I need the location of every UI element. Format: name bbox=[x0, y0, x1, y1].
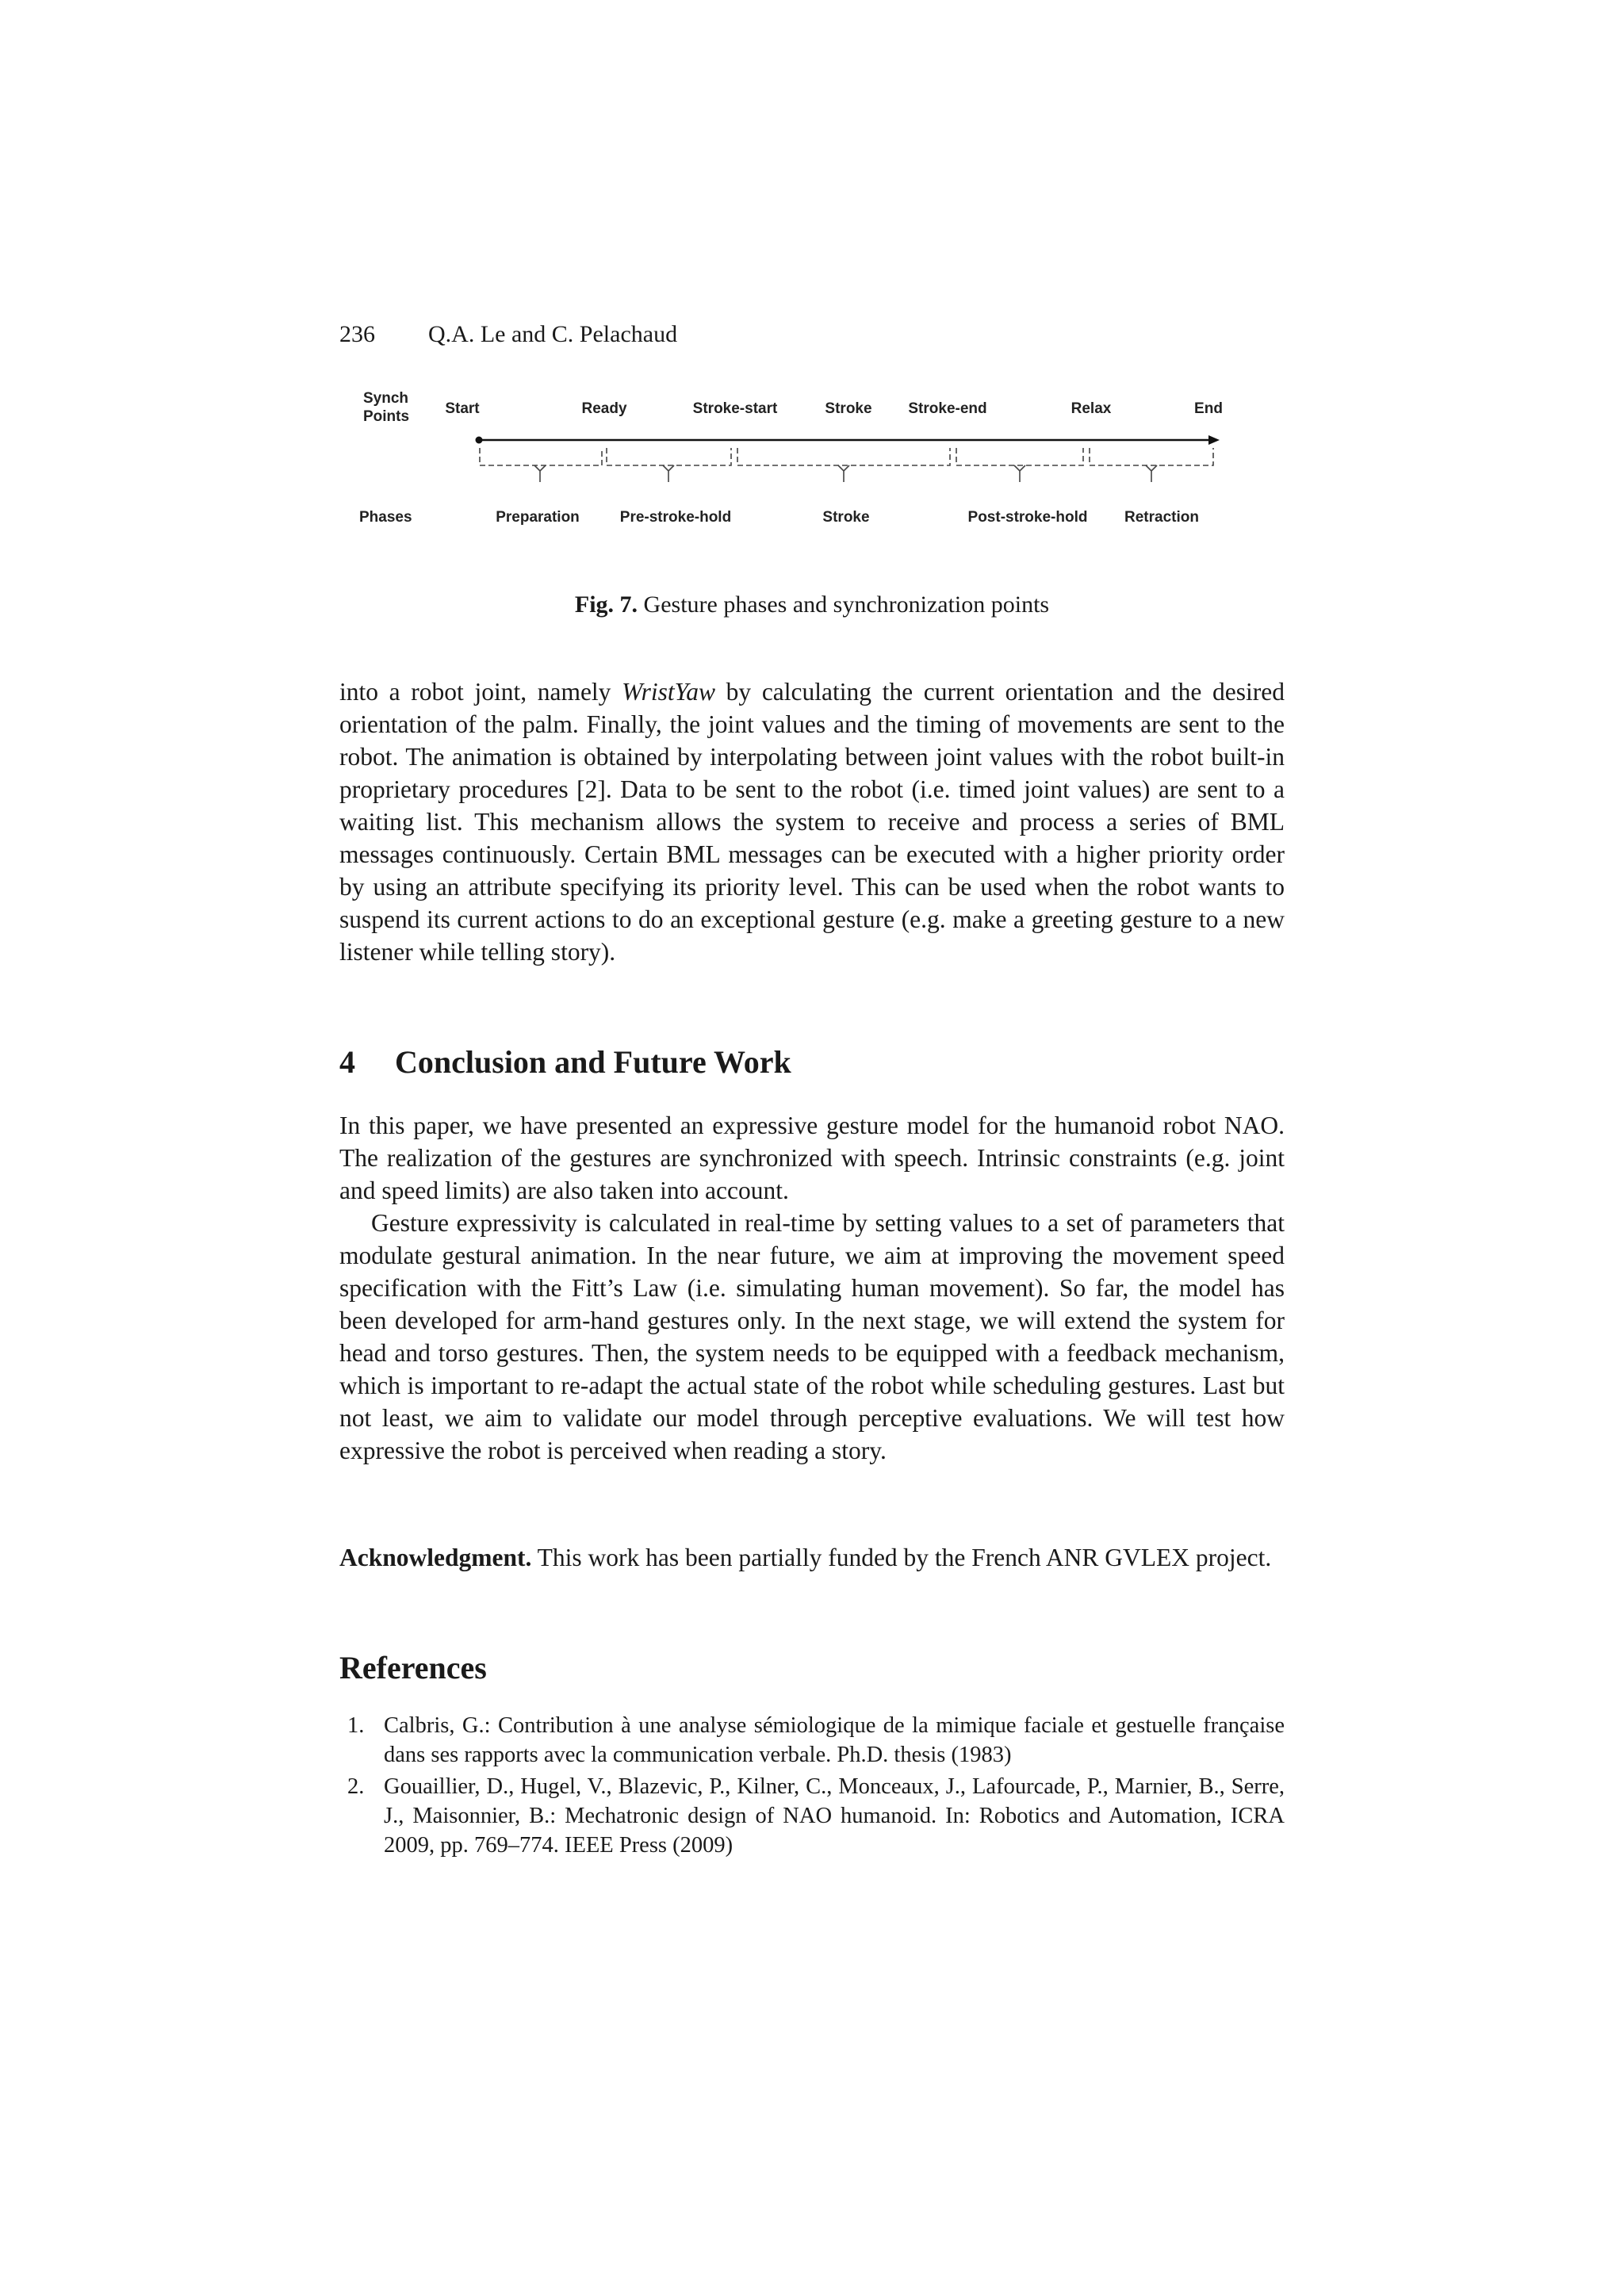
references-heading: References bbox=[339, 1650, 487, 1686]
phase-label: Preparation bbox=[496, 509, 580, 526]
brace-pre-stroke-hold bbox=[607, 448, 731, 465]
acknowledgment bbox=[339, 1541, 1285, 1574]
paragraph bbox=[339, 675, 1285, 968]
reference-item bbox=[339, 1772, 1285, 1860]
synch-point-label: Relax bbox=[1071, 400, 1112, 417]
reference-list bbox=[339, 1711, 1285, 1860]
figure-caption bbox=[339, 591, 1285, 618]
phase-label: Stroke bbox=[822, 509, 870, 526]
paragraph-text: by calculating the current orientation and the desired orientation of the palm. Finally, the joint values and the timing of movements are sent to the robot. The animation is obtained by interpolating between joint values with the robot built-in proprietary procedures [2]. Data to be sent to the robot (i.e. timed joint values) are sent to a waiting list. This mechanism allows the system to receive and process a series of BML messages continuously. Certain BML messages can be executed with a higher priority order by using an attribute specifying its priority level. This can be used when the robot wants to suspend its current actions to do an exceptional gesture (e.g. make a greeting gesture to a new listener while telling story). bbox=[339, 678, 1285, 966]
continued-paragraph bbox=[339, 675, 1285, 968]
brace-retraction bbox=[1090, 448, 1213, 465]
gesture-phases-figure bbox=[349, 388, 1285, 539]
phase-braces bbox=[480, 448, 1213, 465]
synch-label-line1: Synch bbox=[363, 390, 409, 407]
synch-point-label: Stroke bbox=[825, 400, 872, 417]
brace-post-stroke-hold bbox=[956, 448, 1083, 465]
running-header bbox=[339, 321, 677, 348]
section-heading bbox=[339, 1043, 791, 1081]
timeline-arrowhead bbox=[1208, 435, 1220, 445]
reference-text: Calbris, G.: Contribution à une analyse sémiologique de la mimique faciale et gestuelle française dans ses rapports avec la communication verbale. Ph.D. thesis (1983) bbox=[384, 1713, 1285, 1767]
synch-point-label: Start bbox=[445, 400, 480, 417]
acknowledgment-text: This work has been partially funded by the French ANR GVLEX project. bbox=[531, 1544, 1272, 1571]
phases-label: Phases bbox=[359, 509, 412, 526]
paragraph-text: into a robot joint, namely bbox=[339, 678, 622, 706]
synch-point-label: Stroke-end bbox=[908, 400, 987, 417]
section-title: Conclusion and Future Work bbox=[395, 1044, 791, 1080]
conclusion-body bbox=[339, 1109, 1285, 1467]
reference-number: 1. bbox=[347, 1713, 365, 1738]
brace-stroke bbox=[737, 448, 950, 465]
joint-name-emphasis: WristYaw bbox=[622, 678, 716, 706]
paragraph: Gesture expressivity is calculated in real-time by setting values to a set of parameters that modulate gestural animation. In the near future, we aim at improving the movement speed specification with the Fitt’s Law (i.e. simulating human movement). So far, the model has been developed for arm-hand gestures only. In the next stage, we will extend the system for head and torso gestures. Then, the system needs to be equipped with a feedback mechanism, which is important to re-adapt the actual state of the robot while scheduling gestures. Last but not least, we aim to validate our model through perceptive evaluations. We will test how expressive the robot is perceived when reading a story. bbox=[339, 1209, 1285, 1464]
running-authors: Q.A. Le and C. Pelachaud bbox=[428, 321, 678, 347]
brace-preparation bbox=[480, 448, 602, 465]
phase-label: Retraction bbox=[1124, 509, 1199, 526]
reference-text: Gouaillier, D., Hugel, V., Blazevic, P., Kilner, C., Monceaux, J., Lafourcade, P., Marnier, B., Serre, J., Maisonnier, B.: Mechatronic design of NAO humanoid. In: Robotics and Automation, ICRA 2009, pp. 769–774. IEEE Press (2009) bbox=[384, 1774, 1285, 1858]
phase-brace-ticks bbox=[534, 465, 1157, 482]
synch-label-line2: Points bbox=[363, 408, 410, 425]
paragraph: In this paper, we have presented an expressive gesture model for the humanoid robot NAO. The realization of the gestures are synchronized with speech. Intrinsic constraints (e.g. joint and speed limits) are also taken into account. bbox=[339, 1112, 1285, 1204]
synch-point-label: Stroke-start bbox=[692, 400, 778, 417]
caption-text: Gesture phases and synchronization points bbox=[643, 591, 1050, 618]
gesture-phases-diagram bbox=[349, 388, 1285, 539]
acknowledgment-label: Acknowledgment. bbox=[339, 1544, 532, 1571]
paragraph bbox=[339, 1541, 1285, 1574]
synch-point-label: Ready bbox=[581, 400, 627, 417]
reference-item bbox=[339, 1711, 1285, 1770]
reference-number: 2. bbox=[347, 1774, 365, 1799]
phase-label: Pre-stroke-hold bbox=[619, 509, 732, 526]
section-number: 4 bbox=[339, 1044, 355, 1080]
page-number: 236 bbox=[339, 321, 375, 347]
phase-label: Post-stroke-hold bbox=[967, 509, 1088, 526]
synch-point-label: End bbox=[1194, 400, 1223, 417]
caption-label: Fig. 7. bbox=[574, 591, 638, 618]
